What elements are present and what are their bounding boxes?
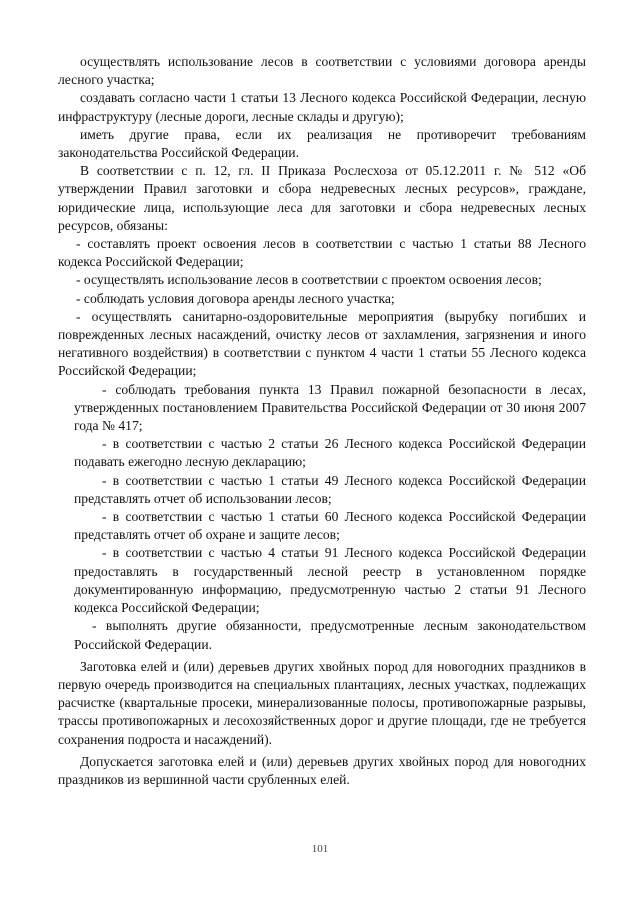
list-item-lease-terms: - соблюдать условия договора аренды лесного участка; xyxy=(76,290,395,306)
list-item-use-per-project: - осуществлять использование лесов в соответствии с проектом освоения лесов; xyxy=(76,272,542,288)
list-item-use-report: - в соответствии с частью 1 статьи 49 Лесного кодекса Российской Федерации представлять отчет об использовании лесов; xyxy=(74,472,586,506)
list-item-sanitary: - осуществлять санитарно-оздоровительные мероприятия (вырубку погибших и поврежденных лесных насаждений, очистку лесов от захламления, загрязнения и иного негативного воздействия) в соответствии с пунктом 4 части 1 статьи 55 Лесного кодекса Российской Федерации; xyxy=(58,308,586,379)
paragraph-spruce-harvest: Заготовка елей и (или) деревьев других хвойных пород для новогодних праздников в первую очередь производится на специальных плантациях, лесных участках, подлежащих расчистке (квартальные просеки, минерализованные полосы, противопожарные разрывы, трассы противопожарных и лесохозяйственных дорог и другие площади, где не требуется сохранения подроста и насаждений). xyxy=(58,658,586,747)
list-item-other-duties: - выполнять другие обязанности, предусмотренные лесным законодательством Российской Федерации. xyxy=(74,618,586,652)
list-item-protection-report: - в соответствии с частью 1 статьи 60 Лесного кодекса Российской Федерации представлять отчет об охране и защите лесов; xyxy=(74,509,586,543)
list-item-registry: - в соответствии с частью 4 статьи 91 Лесного кодекса Российской Федерации предоставлять в государственный лесной реестр в установленном порядке документированную информацию, предусмотренную частью 2 статьи 91 Лесного кодекса Российской Федерации; xyxy=(74,545,586,616)
page-body xyxy=(58,53,586,789)
paragraph-other-rights: иметь другие права, если их реализация не противоречит требованиям законодательства Российской Федерации. xyxy=(58,126,586,161)
page-number: 101 xyxy=(311,843,329,855)
paragraph-order-512: В соответствии с п. 12, гл. II Приказа Рослесхоза от 05.12.2011 г. № 512 «Об утверждении Правил заготовки и сбора недревесных лесных ресурсов», граждане, юридические лица, использующие леса для заготовки и сбора недревесных лесных ресурсов, обязаны: xyxy=(58,163,586,233)
paragraph-spruce-tops: Допускается заготовка елей и (или) деревьев других хвойных пород для новогодних праздников из вершинной части срубленных елей. xyxy=(58,753,586,787)
list-item-fire-safety: - соблюдать требования пункта 13 Правил пожарной безопасности в лесах, утвержденных постановлением Правительства Российской Федерации от 30 июня 2007 года № 417; xyxy=(74,381,586,434)
paragraph-infrastructure: создавать согласно части 1 статьи 13 Лесного кодекса Российской Федерации, лесную инфраструктуру (лесные дороги, лесные склады и другую); xyxy=(58,90,586,124)
paragraph-forest-use: осуществлять использование лесов в соответствии с условиями договора аренды лесного участка; xyxy=(58,54,586,88)
list-item-project: - составлять проект освоения лесов в соответствии с частью 1 статьи 88 Лесного кодекса Российской Федерации; xyxy=(58,236,586,270)
list-item-declaration: - в соответствии с частью 2 статьи 26 Лесного кодекса Российской Федерации подавать ежегодно лесную декларацию; xyxy=(74,436,586,470)
